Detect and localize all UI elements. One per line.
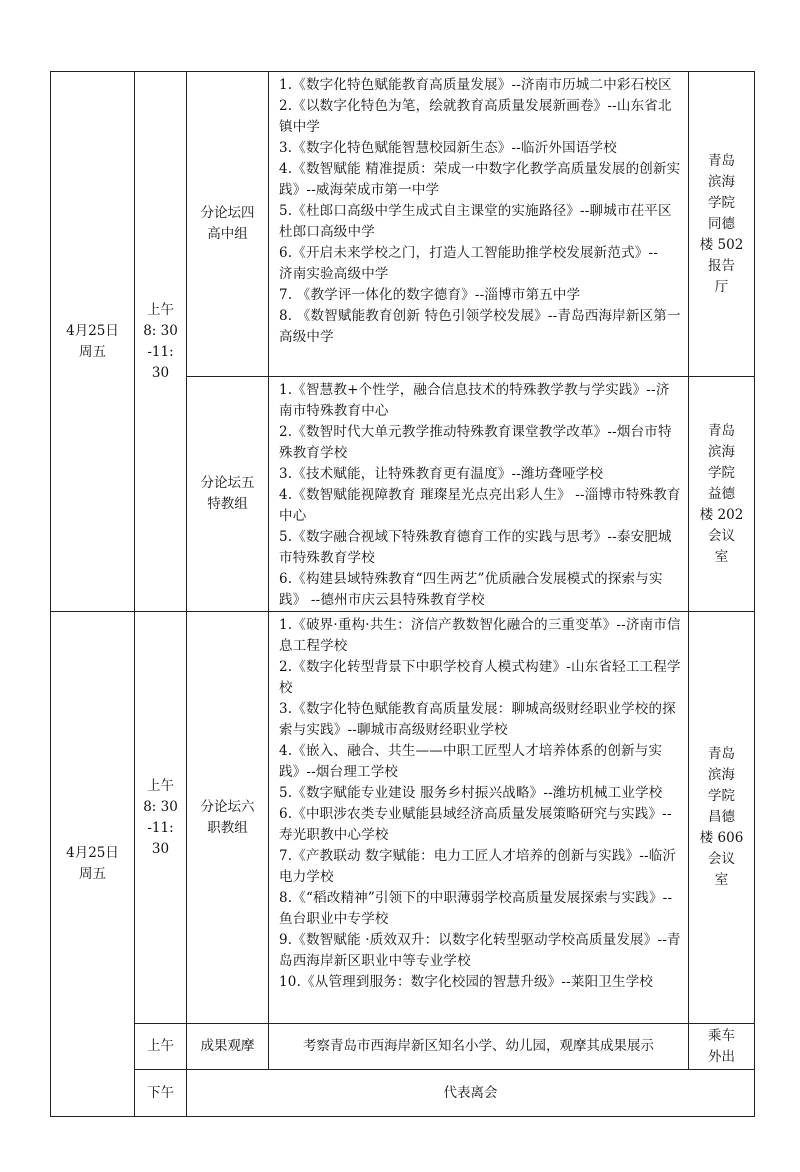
schedule-table bbox=[50, 71, 755, 1117]
venue-line: 室 bbox=[714, 872, 729, 888]
time-cell-2 bbox=[135, 612, 187, 1024]
afternoon-time: 下午 bbox=[135, 1070, 187, 1117]
forum6-row bbox=[51, 612, 755, 1024]
afternoon-content: 代表离会 bbox=[187, 1070, 755, 1117]
forum-name-cell bbox=[187, 72, 269, 377]
list-item: 3.《数字化特色赋能智慧校园新生态》--临沂外国语学校 bbox=[279, 140, 617, 156]
forum-name: 分论坛五 bbox=[200, 475, 255, 491]
venue-line: 青岛 bbox=[708, 746, 735, 762]
list-item: 1.《数字化特色赋能教育高质量发展》--济南市历城二中彩石校区 bbox=[279, 77, 672, 93]
venue-line: 青岛 bbox=[708, 422, 735, 439]
time-line: -11: bbox=[147, 343, 174, 360]
forum-name-cell bbox=[187, 377, 269, 612]
observation-time: 上午 bbox=[135, 1024, 187, 1070]
observation-label: 成果观摩 bbox=[187, 1024, 269, 1070]
list-item: 3.《数字化特色赋能教育高质量发展：聊城高级财经职业学校的探索与实践》--聊城市高级财经职业学校 bbox=[279, 701, 676, 738]
venue-line: 同德 bbox=[708, 215, 735, 232]
list-item: 5.《数字赋能专业建设 服务乡村振兴战略》--潍坊机械工业学校 bbox=[279, 785, 663, 801]
weekday-text: 周五 bbox=[79, 866, 106, 882]
venue-cell bbox=[689, 612, 755, 1024]
observation-content: 考察青岛市西海岸新区知名小学、幼儿园，观摩其成果展示 bbox=[269, 1024, 689, 1070]
forum-group: 职教组 bbox=[207, 819, 248, 836]
list-item: 8.《“稻改精神”引领下的中职薄弱学校高质量发展探索与实践》--鱼台职业中专学校 bbox=[279, 890, 673, 927]
observation-row bbox=[51, 1024, 755, 1070]
venue-line: 报告 bbox=[708, 257, 735, 274]
forum-items-cell bbox=[269, 612, 689, 1024]
date-cell-2 bbox=[51, 612, 135, 1117]
forum-group: 高中组 bbox=[207, 226, 248, 242]
list-item: 1.《智慧教+个性学，融合信息技术的特殊教学教与学实践》--济南市特殊教育中心 bbox=[279, 382, 670, 419]
time-line: 30 bbox=[151, 364, 170, 381]
list-item: 7. 《教学评一体化的数字德育》--淄博市第五中学 bbox=[279, 287, 581, 303]
list-item: 7.《产教联动 数字赋能：电力工匠人才培养的创新与实践》--临沂电力学校 bbox=[279, 848, 677, 885]
time-cell-1 bbox=[135, 72, 187, 612]
venue-line: 青岛 bbox=[708, 152, 735, 169]
weekday-text: 周五 bbox=[79, 343, 106, 360]
time-line: 8: 30 bbox=[143, 322, 178, 339]
venue-line: 滨海 bbox=[708, 443, 735, 460]
forum-name-cell bbox=[187, 612, 269, 1024]
list-item: 4.《数智赋能 精准提质：荣成一中数字化教学高质量发展的创新实践》--威海荣成市第一中学 bbox=[279, 161, 681, 198]
date-text: 4月25日 bbox=[66, 322, 119, 339]
venue-line: 益德 bbox=[708, 485, 735, 502]
list-item: 济南实验高级中学 bbox=[279, 266, 389, 282]
list-item: 2.《以数字化特色为笔，绘就教育高质量发展新画卷》--山东省北镇中学 bbox=[279, 98, 672, 135]
venue-line: 学院 bbox=[708, 788, 735, 804]
list-item: 4.《嵌入、融合、共生——中职工匠型人才培养体系的创新与实践》--烟台理工学校 bbox=[279, 743, 663, 780]
list-item: 6.《中职涉农类专业赋能县域经济高质量发展策略研究与实践》--寿光职教中心学校 bbox=[279, 806, 672, 843]
forum4-row bbox=[51, 72, 755, 377]
list-item: 5.《数字融合视域下特殊教育德育工作的实践与思考》--泰安肥城市特殊教育学校 bbox=[279, 529, 672, 566]
date-text: 4月25日 bbox=[66, 845, 119, 861]
list-item: 5.《杜郎口高级中学生成式自主课堂的实施路径》--聊城市茌平区杜郎口高级中学 bbox=[279, 203, 672, 240]
venue-cell bbox=[689, 72, 755, 377]
list-item: 6.《构建县域特殊教育“四生两艺”优质融合发展模式的探索与实践》 --德州市庆云县特殊教育学校 bbox=[279, 571, 663, 608]
forum-name: 分论坛四 bbox=[200, 205, 255, 221]
venue-line: 厅 bbox=[714, 278, 729, 295]
venue-line: 学院 bbox=[708, 464, 735, 481]
time-line: 上午 bbox=[147, 777, 174, 794]
venue-line: 楼 606 bbox=[699, 830, 744, 846]
list-item: 2.《数字化转型背景下中职学校育人模式构建》-山东省轻工工程学校 bbox=[279, 659, 681, 696]
date-cell-1 bbox=[51, 72, 135, 612]
list-item: 4.《数智赋能视障教育 璀璨星光点亮出彩人生》 --淄博市特殊教育中心 bbox=[279, 487, 681, 524]
venue-line: 滨海 bbox=[708, 173, 735, 190]
forum-name: 分论坛六 bbox=[200, 798, 255, 815]
list-item: 1.《破界·重构·共生：济信产教数智化融合的三重变革》--济南市信息工程学校 bbox=[279, 617, 681, 654]
note-line: 乘车 bbox=[708, 1027, 735, 1044]
list-item: 9.《数智赋能 ·质效双升：以数字化转型驱动学校高质量发展》--青岛西海岸新区职业中等专业学校 bbox=[279, 932, 681, 969]
forum-items-cell bbox=[269, 72, 689, 377]
venue-line: 昌德 bbox=[708, 809, 735, 825]
venue-line: 楼 502 bbox=[699, 236, 744, 253]
list-item: 8. 《数智赋能教育创新 特色引领学校发展》--青岛西海岸新区第一高级中学 bbox=[279, 308, 681, 345]
time-line: 30 bbox=[151, 840, 170, 857]
observation-note bbox=[689, 1024, 755, 1070]
forum-items-cell bbox=[269, 377, 689, 612]
venue-line: 滨海 bbox=[708, 767, 735, 783]
list-item: 2.《数智时代大单元教学推动特殊教育课堂教学改革》--烟台市特殊教育学校 bbox=[279, 424, 672, 461]
venue-cell bbox=[689, 377, 755, 612]
time-line: 上午 bbox=[147, 301, 174, 318]
venue-line: 楼 202 bbox=[699, 506, 744, 523]
time-line: 8: 30 bbox=[143, 798, 178, 815]
venue-line: 学院 bbox=[708, 194, 735, 211]
forum-group: 特教组 bbox=[207, 496, 248, 512]
list-item: 10.《从管理到服务：数字化校园的智慧升级》--莱阳卫生学校 bbox=[279, 974, 654, 990]
list-item: 6.《开启未来学校之门，打造人工智能助推学校发展新范式》-- bbox=[279, 245, 659, 261]
venue-line: 室 bbox=[714, 548, 729, 565]
list-item: 3.《技术赋能，让特殊教育更有温度》--潍坊聋哑学校 bbox=[279, 466, 604, 482]
time-line: -11: bbox=[147, 819, 174, 836]
afternoon-row bbox=[51, 1070, 755, 1117]
note-line: 外出 bbox=[708, 1048, 735, 1065]
venue-line: 会议 bbox=[708, 851, 735, 867]
venue-line: 会议 bbox=[708, 527, 735, 544]
